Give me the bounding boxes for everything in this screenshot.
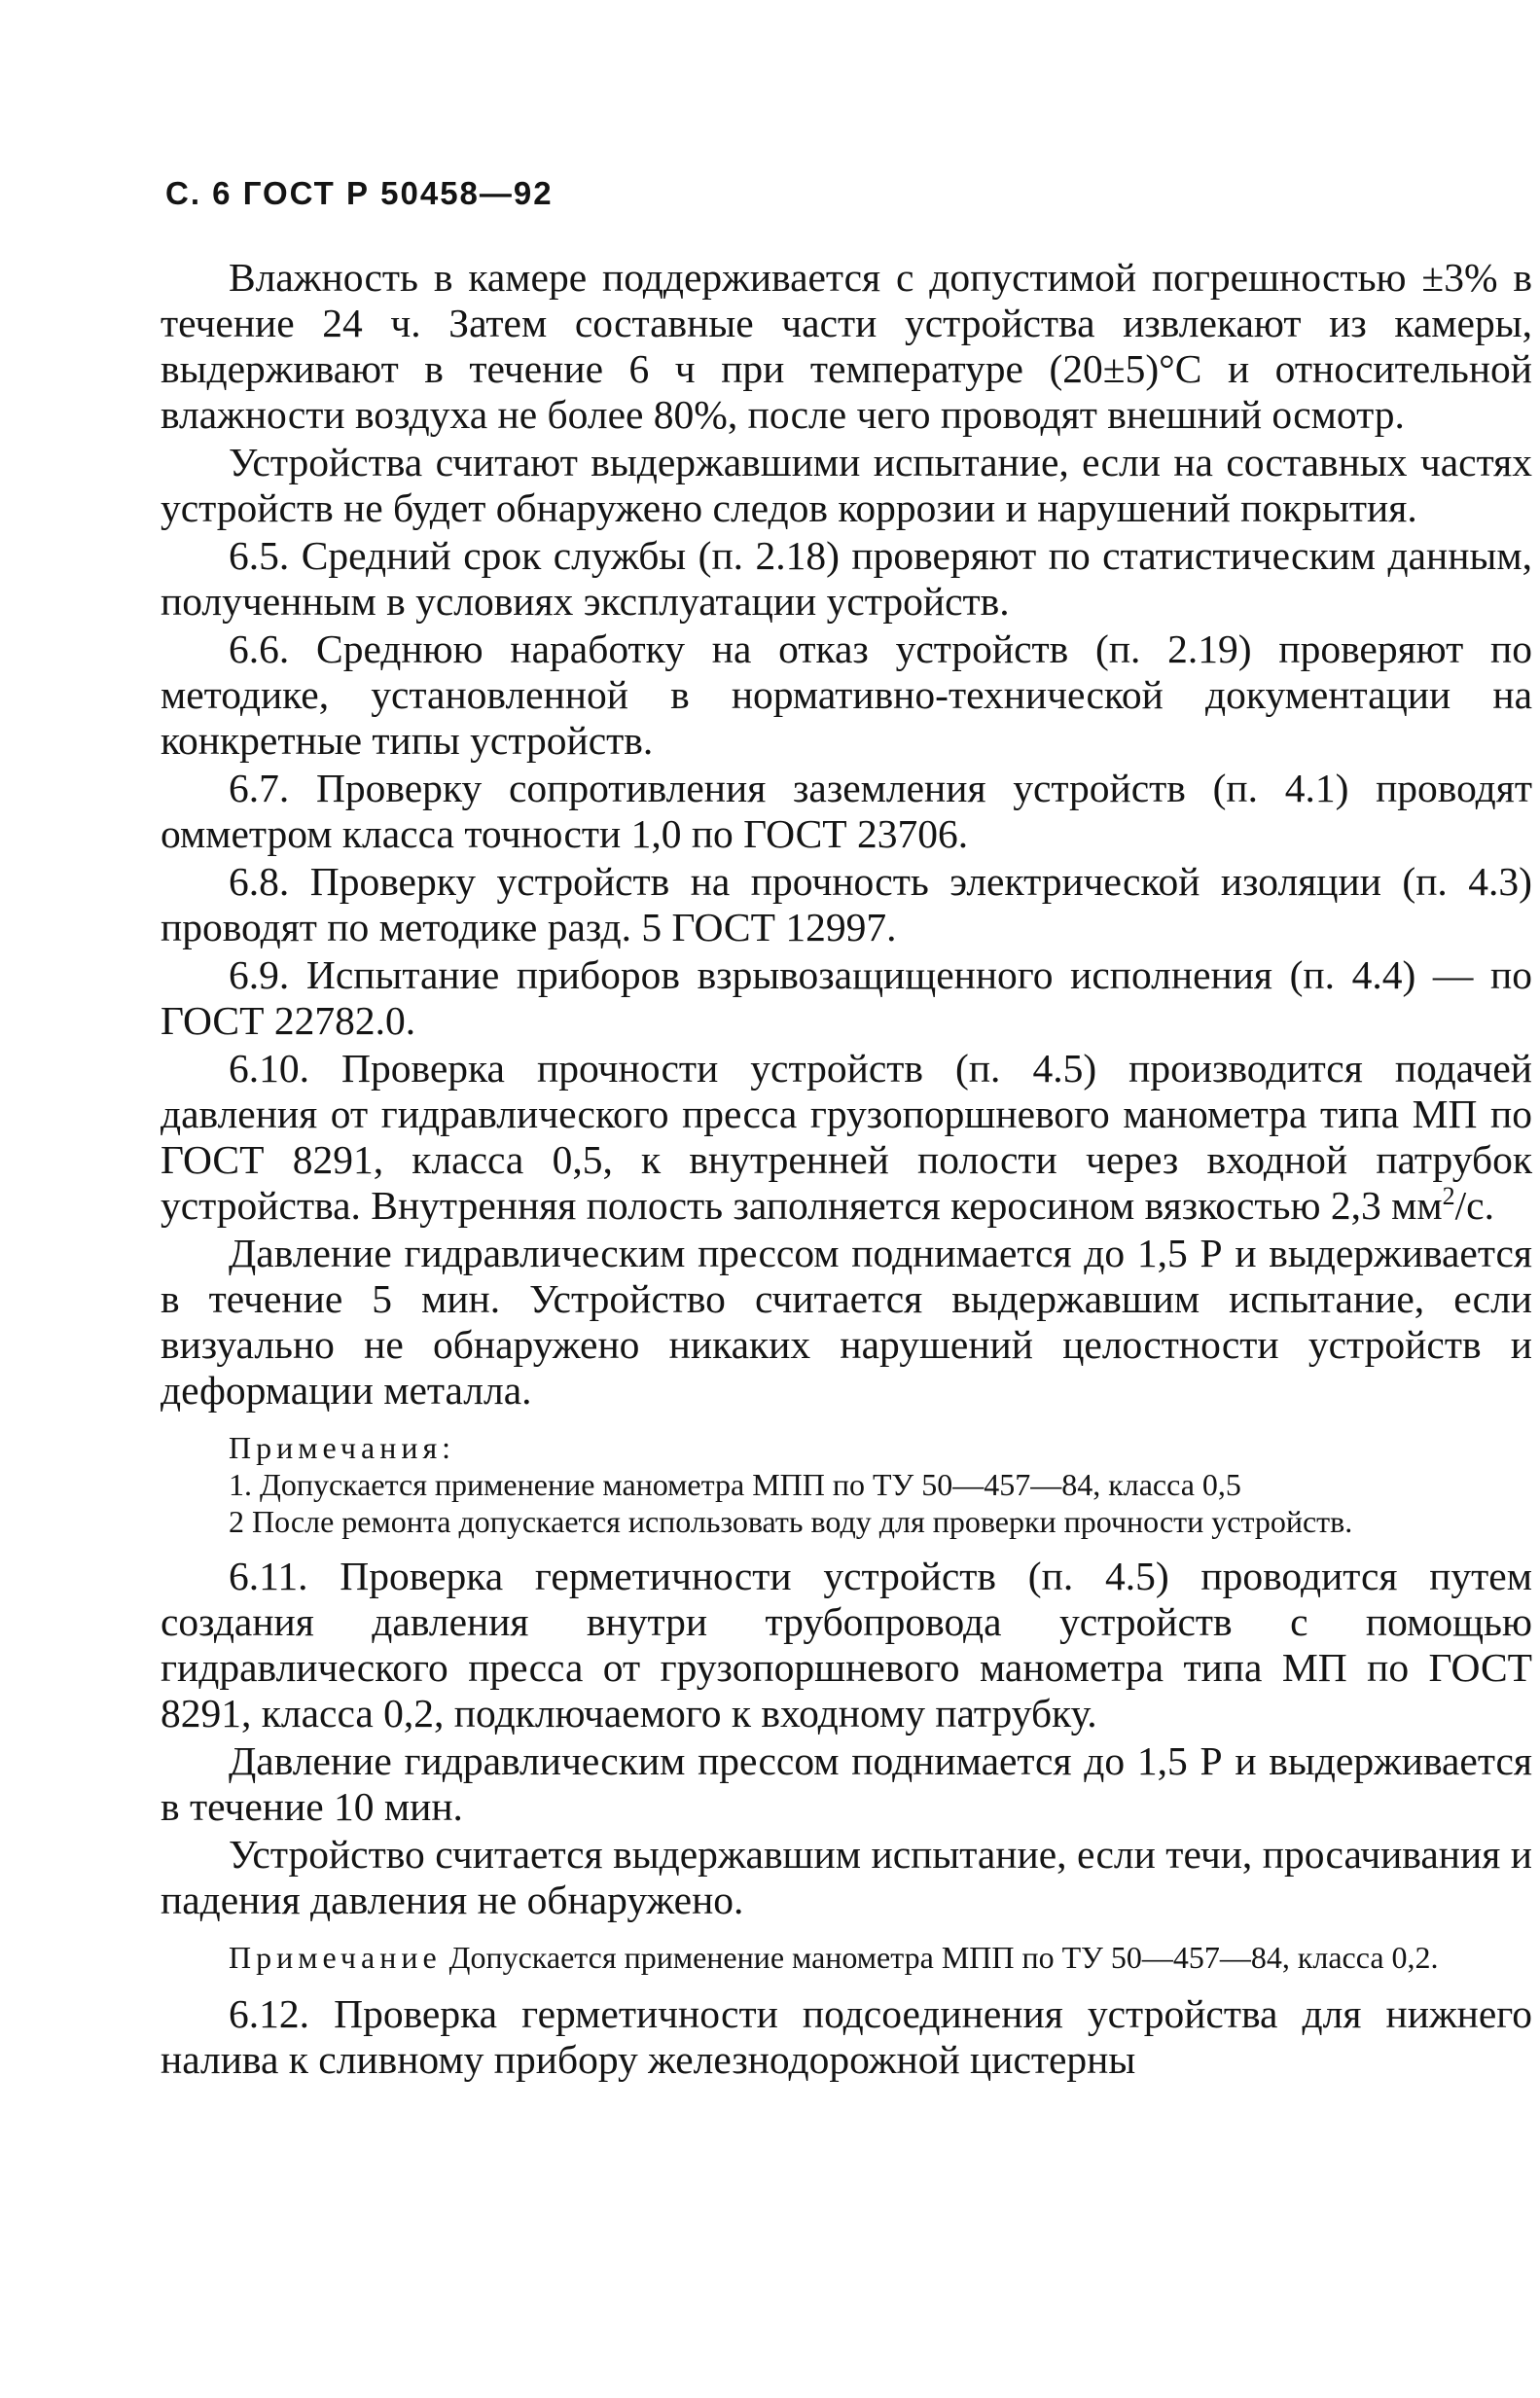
note-title: Примечание <box>229 1940 442 1975</box>
note <box>161 1939 1532 1976</box>
paragraph: Устройство считается выдержавшим испытание, если течи, просачивания и падения давления не обнаружено. <box>161 1832 1532 1922</box>
note-item: 1. Допускается применение манометра МПП по ТУ 50—457—84, класса 0,5 <box>229 1467 1241 1502</box>
note-text: Допускается применение манометра МПП по ТУ 50—457—84, класса 0,2. <box>448 1940 1439 1975</box>
superscript: 2 <box>1442 1182 1455 1211</box>
paragraph: 6.5. Средний срок службы (п. 2.18) проверяют по статистическим данным, полученным в условиях эксплуатации устройств. <box>161 533 1532 624</box>
paragraph: 6.8. Проверку устройств на прочность электрической изоляции (п. 4.3) проводят по методике разд. 5 ГОСТ 12997. <box>161 859 1532 949</box>
body-text <box>161 255 1532 2083</box>
paragraph: Устройства считают выдержавшими испытание, если на составных частях устройств не будет обнаружено следов коррозии и нарушений покрытия. <box>161 440 1532 530</box>
paragraph: 6.11. Проверка герметичности устройств (п. 4.5) проводится путем создания давления внутри трубопровода устройств с помощью гидравлического пресса от грузопоршневого манометра типа МП по ГОСТ 8291, класса 0,2, подключаемого к входному патрубку. <box>161 1554 1532 1736</box>
paragraph-6-10 <box>161 1046 1532 1229</box>
paragraph: 6.9. Испытание приборов взрывозащищенного исполнения (п. 4.4) — по ГОСТ 22782.0. <box>161 952 1532 1043</box>
paragraph-text: 6.10. Проверка прочности устройств (п. 4.5) производится подачей давления от гидравлического пресса грузопоршневого манометра типа МП по ГОСТ 8291, класса 0,5, к внутренней полости через входной патрубок устройства. Внутренняя полость заполняется керосином вязкостью 2,3 мм <box>161 1046 1532 1228</box>
paragraph: 6.7. Проверку сопротивления заземления устройств (п. 4.1) проводят омметром класса точности 1,0 по ГОСТ 23706. <box>161 766 1532 856</box>
note-block <box>161 1939 1532 1976</box>
notes-title: Примечания: <box>229 1430 456 1465</box>
paragraph: 6.12. Проверка герметичности подсоединения устройства для нижнего налива к сливному прибору железнодорожной цистерны <box>161 1991 1532 2082</box>
paragraph-tail: /с. <box>1454 1183 1494 1228</box>
paragraph: Давление гидравлическим прессом поднимается до 1,5 Р и выдерживается в течение 10 мин. <box>161 1738 1532 1829</box>
paragraph: Влажность в камере поддерживается с допустимой погрешностью ±3% в течение 24 ч. Затем составные части устройства извлекают из камеры, выдерживают в течение 6 ч при температуре (20±5)°С и относительной влажности воздуха не более 80%, после чего проводят внешний осмотр. <box>161 255 1532 437</box>
page-header: С. 6 ГОСТ Р 50458—92 <box>165 175 554 211</box>
paragraph: Давление гидравлическим прессом поднимается до 1,5 Р и выдерживается в течение 5 мин. Устройство считается выдержавшим испытание, если визуально не обнаружено никаких нарушений целостности устройств и деформации металла. <box>161 1231 1532 1413</box>
note-item: 2 После ремонта допускается использовать воду для проверки прочности устройств. <box>229 1504 1353 1539</box>
paragraph: 6.6. Среднюю наработку на отказ устройств (п. 2.19) проверяют по методике, установленной в нормативно-технической документации на конкретные типы устройств. <box>161 626 1532 763</box>
notes-block <box>161 1429 1532 1540</box>
